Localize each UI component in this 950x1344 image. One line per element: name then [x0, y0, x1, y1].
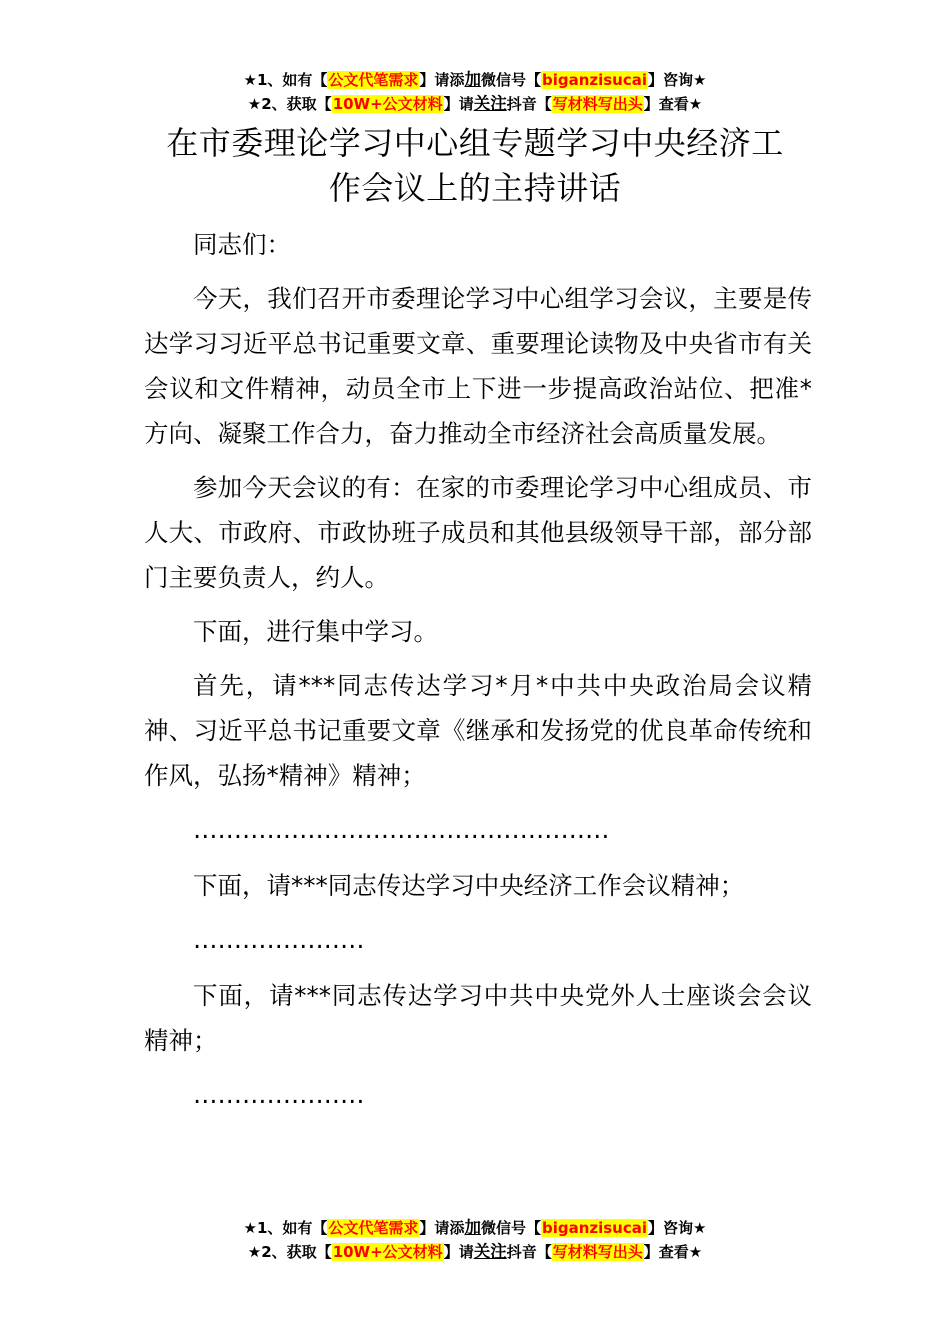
paragraph: 首先，请***同志传达学习*月*中共中央政治局会议精神、习近平总书记重要文章《继承和发扬党的优良革命传统和作风，弘扬*精神》精神；: [144, 671, 812, 790]
highlight-douyin: 写材料写出头: [552, 95, 643, 113]
highlight-wechat-id: biganzisucai: [541, 71, 648, 89]
footer-banner: [0, 1216, 950, 1264]
highlight-service: 公文代笔需求: [328, 1219, 419, 1237]
document-title: [140, 121, 810, 211]
banner-line-2: ★2、获取【10W+公文材料】请关注抖音【写材料写出头】查看★: [247, 1242, 703, 1261]
ellipsis-line: …………………: [193, 925, 365, 955]
document-body: [144, 223, 812, 1129]
highlight-douyin: 写材料写出头: [552, 1243, 643, 1261]
highlight-service: 公文代笔需求: [328, 71, 419, 89]
salutation: 同志们：: [193, 230, 291, 259]
banner-line-2: ★2、获取【10W+公文材料】请关注抖音【写材料写出头】查看★: [247, 94, 703, 113]
ellipsis-line: ……………………………………………: [193, 815, 610, 845]
paragraph: 参加今天会议的有：在家的市委理论学习中心组成员、市人大、市政府、市政协班子成员和其他县级领导干部，部分部门主要负责人，约人。: [144, 472, 812, 592]
star-icon: ★: [247, 95, 262, 113]
highlight-wechat-id: biganzisucai: [541, 1219, 648, 1237]
star-icon: ★: [243, 1219, 257, 1237]
header-banner: [0, 68, 950, 116]
star-icon: ★: [247, 1243, 262, 1261]
ellipsis-line: …………………: [193, 1080, 365, 1110]
banner-line-1: ★1、如有【公文代笔需求】请添加微信号【biganzisucai】咨询★: [243, 1218, 707, 1237]
title-line-2: 作会议上的主持讲话: [328, 169, 622, 207]
paragraph: 今天，我们召开市委理论学习中心组学习会议，主要是传达学习习近平总书记重要文章、重要理论读物及中央省市有关会议和文件精神，动员全市上下进一步提高政治站位、把准*方向、凝聚工作合力，奋力推动全市经济社会高质量发展。: [144, 284, 812, 448]
highlight-materials: 10W+公文材料: [332, 1243, 443, 1261]
banner-line-1: ★1、如有【公文代笔需求】请添加微信号【biganzisucai】咨询★: [243, 70, 707, 89]
paragraph: 下面，请***同志传达学习中央经济工作会议精神；: [193, 870, 745, 900]
title-line-1: 在市委理论学习中心组专题学习中央经济工: [166, 124, 784, 162]
paragraph: 下面，进行集中学习。: [193, 616, 438, 646]
paragraph: 下面，请***同志传达学习中共中央党外人士座谈会会议精神；: [144, 980, 812, 1055]
star-icon: ★: [243, 71, 257, 89]
highlight-materials: 10W+公文材料: [332, 95, 443, 113]
